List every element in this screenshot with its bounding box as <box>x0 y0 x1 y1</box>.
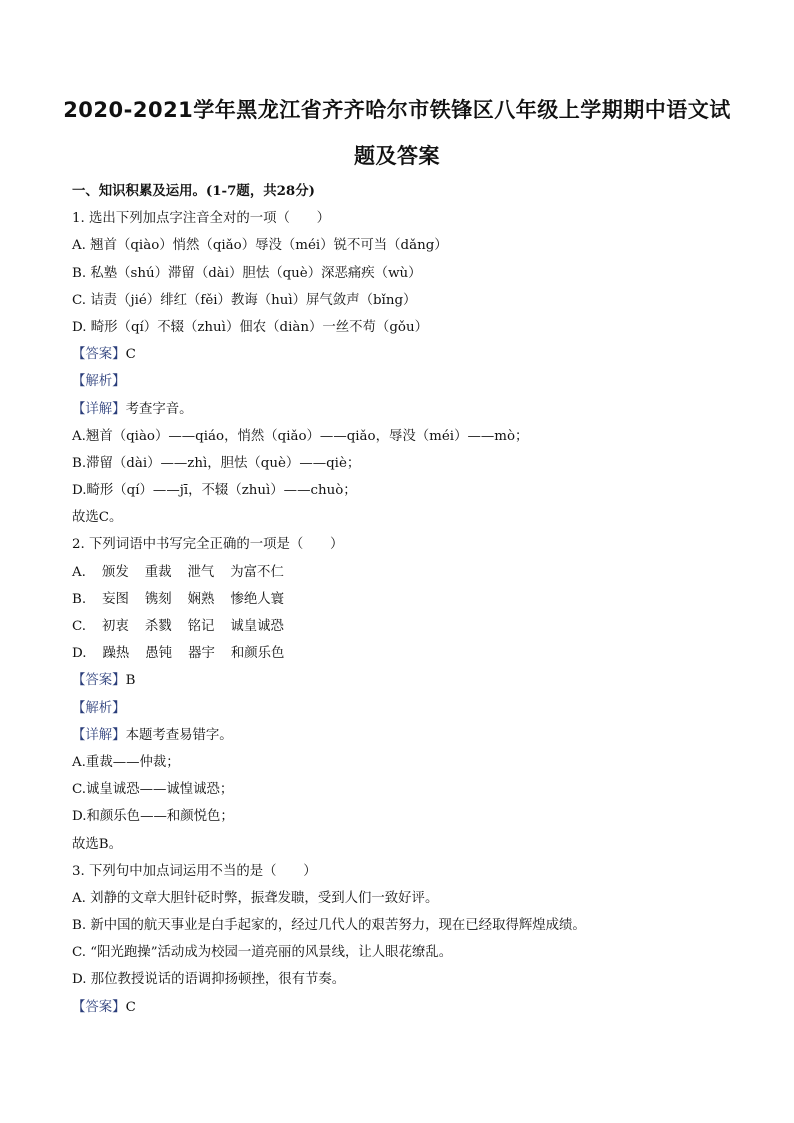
question-2-analysis <box>72 695 732 722</box>
question-3-option-c: C. “阳光跑操”活动成为校园一道亮丽的风景线，让人眼花缭乱。 <box>72 945 453 961</box>
detail-tag: 【详解】 <box>72 727 126 743</box>
question-3-option-a: A. 刘静的文章大胆针砭时弊，振聋发聩，受到人们一致好评。 <box>72 890 439 906</box>
option-label: C. <box>72 619 87 634</box>
question-1-option-a: A. 翘首（qiào）悄然（qiǎo）辱没（méi）锐不可当（dǎng） <box>72 238 448 254</box>
option-label: B. <box>72 591 87 607</box>
option-word: 愚钝 <box>145 646 173 662</box>
option-word: 初衷 <box>102 619 129 634</box>
question-1-explain-a: A.翘首（qiào）——qiáo，悄然（qiǎo）——qiǎo，辱没（méi）——mò； <box>72 428 529 444</box>
document-title-line-2: 题及答案 <box>354 144 440 168</box>
question-1-answer <box>72 341 732 368</box>
question-1-conclusion: 故选C。 <box>72 510 123 526</box>
question-2-option-d <box>72 640 732 667</box>
question-2-explain-a: A.重裁——仲裁； <box>72 754 180 770</box>
option-word: 妄图 <box>102 591 129 607</box>
question-1-detail <box>72 396 732 423</box>
question-2-explain-c: C.诚皇诚恐——诚惶诚恐； <box>72 782 234 798</box>
question-2-option-c <box>72 613 732 640</box>
detail-text: 本题考查易错字。 <box>125 727 233 743</box>
question-1-option-c: C. 诘责（jié）绯红（fěi）教诲（huì）屏气敛声（bǐng） <box>72 292 417 308</box>
question-1-option-b: B. 私塾（shú）滞留（dài）胆怯（què）深恶痛疾（wù） <box>72 265 422 281</box>
question-2-option-a <box>72 559 732 586</box>
detail-tag: 【详解】 <box>72 401 126 417</box>
answer-value: B <box>125 673 136 689</box>
question-1-explain-d: D.畸形（qí）——jī，不辍（zhuì）——chuò； <box>72 483 357 499</box>
question-1-option-d: D. 畸形（qí）不辍（zhuì）佃农（diàn）一丝不苟（gǒu） <box>72 319 428 335</box>
question-3-stem: 3. 下列句中加点词运用不当的是（ ） <box>72 863 317 879</box>
option-word: 重裁 <box>144 564 172 580</box>
option-word: 镌刻 <box>144 591 172 607</box>
detail-text: 考查字音。 <box>125 401 193 417</box>
answer-tag: 【答案】 <box>72 999 126 1015</box>
option-word: 躁热 <box>102 646 130 662</box>
option-word: 惨绝人寰 <box>230 591 285 607</box>
question-1-explain-b: B.滞留（dài）——zhì，胆怯（què）——qiè； <box>72 455 361 471</box>
option-word: 和颜乐色 <box>230 646 285 662</box>
option-word: 铭记 <box>187 619 215 634</box>
document-title-line-1: 2020-2021学年黑龙江省齐齐哈尔市铁锋区八年级上学期期中语文试 <box>63 98 731 122</box>
answer-tag: 【答案】 <box>72 347 126 363</box>
option-word: 杀戮 <box>144 619 172 634</box>
section-heading: 一、知识积累及运用。(1-7题，共28分) <box>72 183 315 199</box>
analysis-tag: 【解析】 <box>72 374 126 390</box>
option-word: 诚皇诚恐 <box>230 619 284 634</box>
question-3-answer <box>72 994 732 1021</box>
question-2-detail <box>72 722 732 749</box>
question-2-stem: 2. 下列词语中书写完全正确的一项是（ ） <box>72 537 344 553</box>
question-1-stem: 1. 选出下列加点字注音全对的一项（ ） <box>72 211 331 227</box>
question-2-answer <box>72 667 732 694</box>
option-label: D. <box>72 646 87 662</box>
answer-tag: 【答案】 <box>72 673 126 689</box>
option-word: 娴熟 <box>187 591 215 607</box>
document-body <box>72 178 732 1021</box>
question-1-analysis <box>72 368 732 395</box>
option-word: 为富不仁 <box>230 564 284 580</box>
question-2-explain-d: D.和颜乐色——和颜悦色； <box>72 809 234 825</box>
option-label: A. <box>72 564 86 580</box>
option-word: 器宇 <box>188 646 215 662</box>
question-2-conclusion: 故选B。 <box>72 836 123 852</box>
option-word: 颁发 <box>101 564 129 580</box>
answer-value: C <box>125 999 136 1015</box>
question-3-option-d: D. 那位教授说话的语调抑扬顿挫，很有节奏。 <box>72 972 346 988</box>
question-3-option-b: B. 新中国的航天事业是白手起家的，经过几代人的艰苦努力，现在已经取得辉煌成绩。 <box>72 918 586 934</box>
analysis-tag: 【解析】 <box>72 700 126 716</box>
answer-value: C <box>125 347 136 363</box>
question-2-option-b <box>72 586 732 613</box>
option-word: 泄气 <box>187 564 215 580</box>
